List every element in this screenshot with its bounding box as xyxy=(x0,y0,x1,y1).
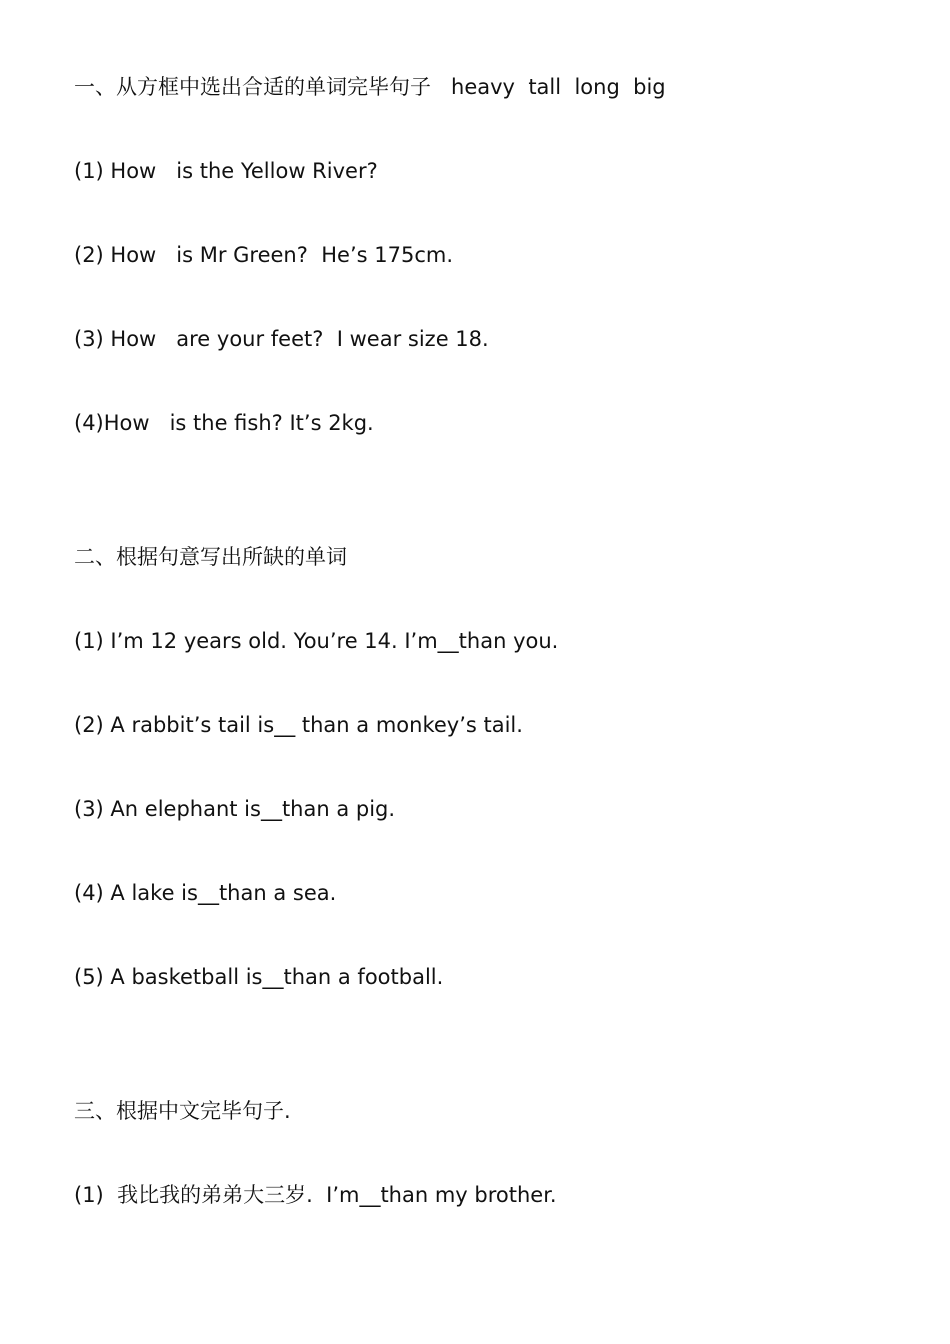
section-2-item-3: (3) An elephant is__than a pig. xyxy=(74,797,396,821)
section-3-heading: 三、根据中文完毕句子. xyxy=(74,1099,291,1123)
section-2-item-5: (5) A basketball is__than a football. xyxy=(74,965,444,989)
section-2-item-4: (4) A lake is__than a sea. xyxy=(74,881,337,905)
section-2-item-2: (2) A rabbit’s tail is__ than a monkey’s tail. xyxy=(74,713,523,737)
section-1-item-2: (2) How is Mr Green? He’s 175cm. xyxy=(74,243,453,267)
section-2-heading: 二、根据句意写出所缺的单词 xyxy=(74,545,347,569)
section-1-item-3: (3) How are your feet? I wear size 18. xyxy=(74,327,489,351)
section-1-item-4: (4)How is the fish? It’s 2kg. xyxy=(74,411,374,435)
section-3-item-1: (1) 我比我的弟弟大三岁. I’m__than my brother. xyxy=(74,1183,557,1207)
section-2-item-1: (1) I’m 12 years old. You’re 14. I’m__than you. xyxy=(74,629,559,653)
section-1-item-1: (1) How is the Yellow River? xyxy=(74,159,378,183)
section-1-heading: 一、从方框中选出合适的单词完毕句子 heavy tall long big xyxy=(74,75,666,99)
